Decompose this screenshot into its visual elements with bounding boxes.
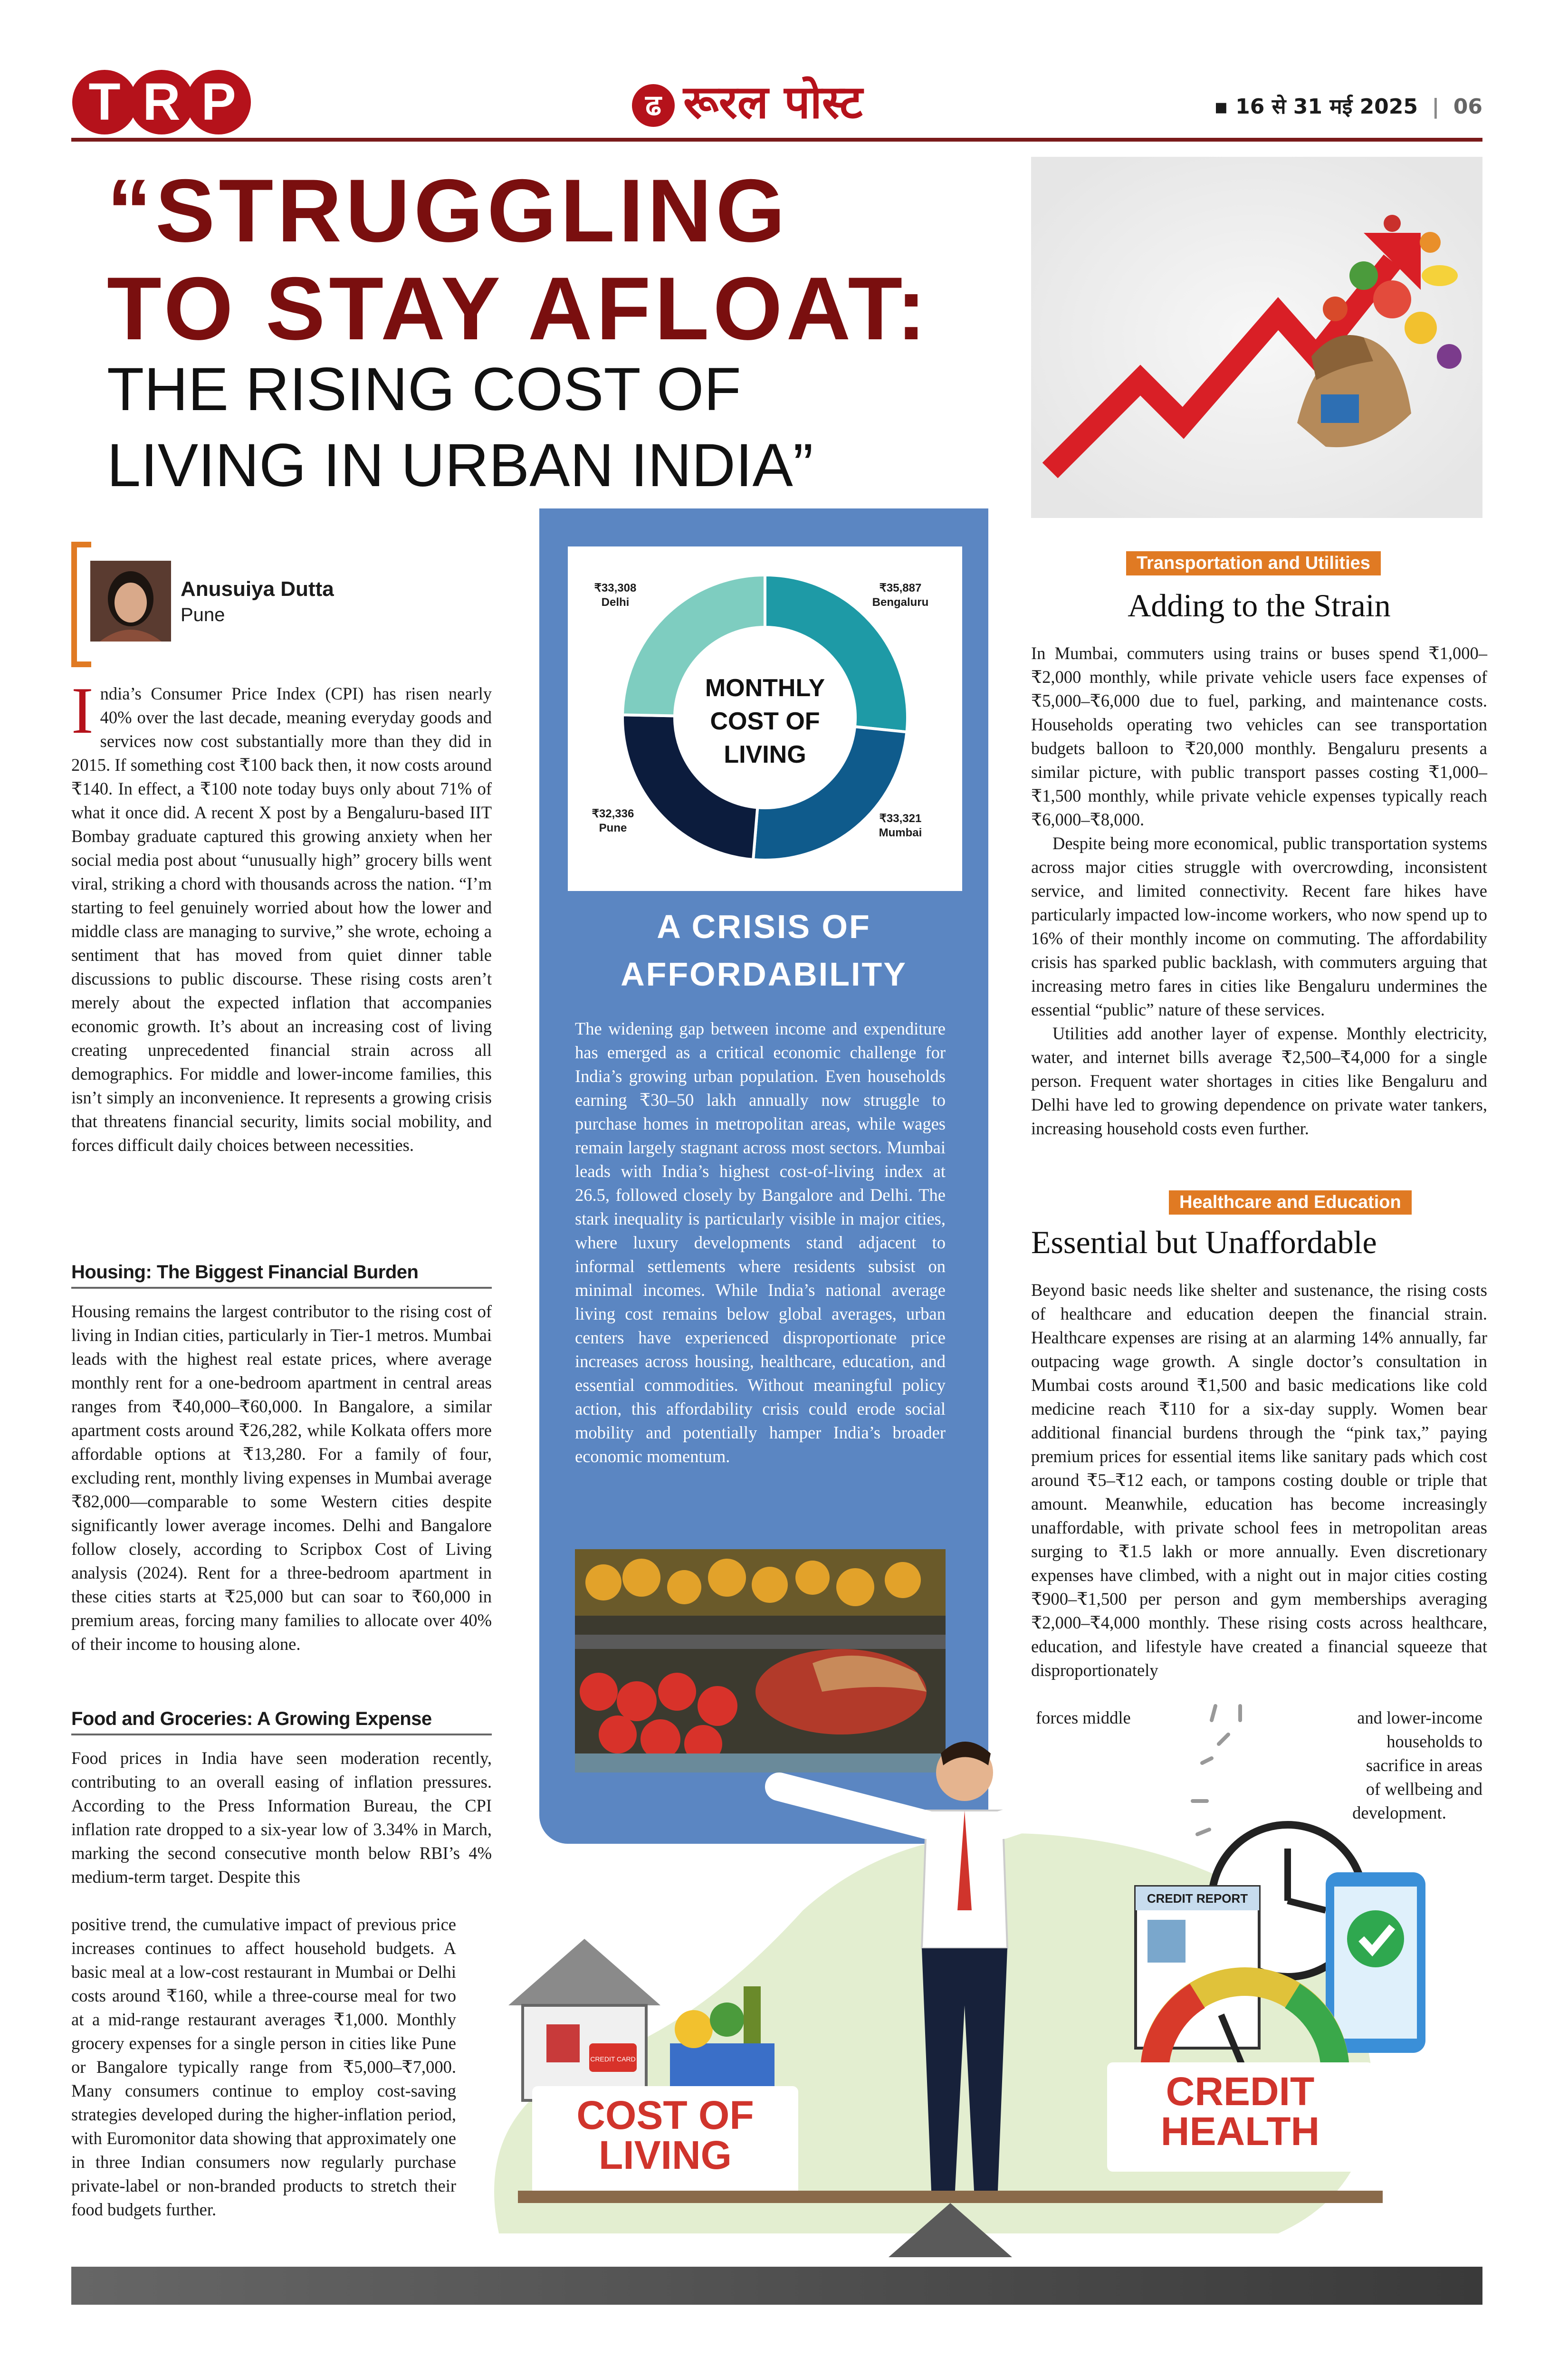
donut-city-label-bengaluru: Bengaluru <box>872 596 929 609</box>
donut-title-line-2: COST OF <box>710 708 820 735</box>
issue-info <box>1214 93 1482 121</box>
donut-value-label-bengaluru: ₹35,887 <box>879 582 922 594</box>
issue-separator: | <box>1432 95 1440 119</box>
crisis-title <box>546 903 981 998</box>
rising-prices-illustration <box>1031 157 1482 518</box>
health-tail-line-3: sacrifice in areas <box>1366 1755 1482 1775</box>
transport-tag-wrap <box>1126 551 1381 575</box>
food-text-full: Food prices in India have seen moderation recently, contributing to an overall easing of inflation pressures. According to the Press Information Bureau, the CPI inflation rate dropped to a six-year low of 3.34% in March, marking the second consecutive month below RBI’s 4% medium-term target. Despite this <box>71 1748 492 1887</box>
transport-paragraph-3: Utilities add another layer of expense. Monthly electricity, water, and internet bills average ₹2,500–₹4,000 for a single person. Frequent water shortages in cities like Bengaluru and Delhi have led to growing dependence on private water tankers, increasing household costs even further. <box>1031 1024 1487 1138</box>
header-rule <box>71 138 1482 142</box>
donut-value-label-mumbai: ₹33,321 <box>879 812 922 825</box>
headline-main <box>107 162 1010 357</box>
donut-city-label-pune: Pune <box>599 822 627 834</box>
crisis-title-line-1: A CRISIS OF <box>657 908 871 945</box>
donut-slice-pune <box>622 715 757 860</box>
cost-of-living-chart <box>568 546 962 891</box>
transport-paragraph-2: Despite being more economical, public transportation systems across major cities struggle with overcrowding, inconsistent service, and limited connectivity. Recent fare hikes have particularly impacted low-income workers, who now spend up to 16% of their monthly income on commuting. The affordability crisis has sparked public backlash, with commuters arguing that increasing metro fares in cities like Bengaluru undermines the essential “public” nature of these services. <box>1031 834 1487 1019</box>
footer-bar <box>71 2267 1482 2305</box>
food-text-narrow: positive trend, the cumulative impact of previous price increases continues to affect household budgets. A basic meal at a low-cost restaurant in Mumbai or Delhi costs around ₹160, while a three-course meal for two at a mid-range restaurant averages ₹1,000. Monthly grocery expenses for a single person in cities like Pune or Bangalore typically range from ₹5,000–₹7,000. Many consumers continue to employ cost-saving strategies developed during the higher-inflation period, with Euromonitor data showing that approximately one in three Indian consumers now regularly purchase private-label or non-branded products to stretch their food budgets further. <box>71 1915 456 2219</box>
transport-text <box>1031 642 1487 1140</box>
credit-report-label: CREDIT REPORT <box>1147 1891 1248 1906</box>
publication-brand <box>632 71 965 133</box>
brand-mark: ढ <box>632 84 675 127</box>
intro-paragraph <box>71 674 492 1157</box>
intro-text: ndia’s Consumer Price Index (CPI) has risen nearly 40% over the last decade, meaning everyday goods and services now cost substantially more than they did in 2015. If something cost ₹100 back then, it now costs around ₹140. In effect, a ₹100 note today buys only about 71% of what it once did. A recent X post by a Bengaluru-based IIT Bombay graduate captured this growing anxiety when her social media post about “unusually high” grocery bills went viral, striking a chord with thousands across the nation. “I’m starting to feel genuinely worried about how the lower and middle class are managing to survive,” she wrote, echoing a sentiment that has moved from quiet dinner table discussions to public discourse. These rising costs aren’t merely about the expected inflation that accompanies economic growth. It’s about an increasing cost of living creating unprecedented financial strain across all demographics. For middle and lower-income families, this isn’t simply an inconvenience. It represents a growing crisis that threatens financial security, limits social mobility, and forces difficult daily choices between necessities. <box>71 684 492 1155</box>
issue-bullet: ▪ <box>1214 95 1228 119</box>
headline-line-2: TO STAY AFLOAT: <box>107 259 930 358</box>
health-tail-line-5: development. <box>1352 1803 1446 1822</box>
donut-value-label-delhi: ₹33,308 <box>594 582 637 594</box>
food-heading: Food and Groceries: A Growing Expense <box>71 1708 492 1735</box>
health-tail-line-4: of wellbeing and <box>1366 1779 1482 1799</box>
donut-city-label-mumbai: Mumbai <box>879 826 922 839</box>
crisis-title-line-2: AFFORDABILITY <box>621 956 907 993</box>
author-avatar <box>90 561 171 642</box>
issue-date: 16 से 31 मई 2025 <box>1235 95 1418 119</box>
health-text: Beyond basic needs like shelter and sustenance, the rising costs of healthcare and education deepen the financial strain. Healthcare expenses are rising at an alarming 14% annually, far outpacing wage growth. A single doctor’s consultation in Mumbai costs around ₹1,500 and basic medications like cold medicine reach ₹110 for a six-day supply. Women bear additional financial burdens through the “pink tax,” paying premium prices for essential items like sanitary pads which cost around ₹5–₹12 each, or tampons costing double or triple that amount. Meanwhile, education has become increasingly unaffordable, with private school fees in metropolitan areas surging to ₹1.5 lakh or more annually. Even discretionary expenses have climbed, with a night out in major cities costing ₹900–₹1,500 per person and gym memberships averaging ₹2,000–₹4,000 monthly. These rising costs across healthcare, education, and lifestyle have created a financial squeeze that disproportionately <box>1031 1280 1487 1680</box>
donut-chart-svg <box>568 546 962 891</box>
housing-heading: Housing: The Biggest Financial Burden <box>71 1262 492 1289</box>
brand-name: रूरल पोस्ट <box>683 76 863 129</box>
transport-tag: Transportation and Utilities <box>1126 551 1381 575</box>
trp-logo <box>71 67 252 138</box>
headline-line-4: LIVING IN URBAN INDIA” <box>107 431 813 499</box>
donut-title-line-3: LIVING <box>724 741 806 768</box>
svg-text:P: P <box>201 73 236 131</box>
crisis-text: The widening gap between income and expenditure has emerged as a critical economic challenge for India’s growing urban population. Even households earning ₹30–50 lakh annually now struggle to purchase homes in metropolitan areas, while wages remain largely stagnant across most sectors. Mumbai leads with India’s highest cost-of-living index at 26.5, followed closely by Bangalore and Delhi. The stark inequality is particularly visible in major cities, where luxury developments stand adjacent to informal settlements where residents subsist on minimal incomes. While India’s national average living cost remains below global averages, urban centers have experienced disproportionate price increases across housing, healthcare, education, and essential commodities. Without meaningful policy action, this affordability crisis could erode social mobility and potentially hamper India’s broader economic momentum. <box>575 1019 946 1466</box>
svg-text:R: R <box>143 73 181 131</box>
byline-bracket <box>71 542 91 667</box>
health-tag: Healthcare and Education <box>1169 1190 1412 1215</box>
donut-value-label-pune: ₹32,336 <box>592 807 634 820</box>
transport-paragraph-1: In Mumbai, commuters using trains or buses spend ₹1,000–₹2,000 monthly, while private vehicle users face expenses of ₹5,000–₹6,000 due to fuel, parking, and maintenance costs. Households operating two vehicles can see transportation budgets balloon to ₹20,000 monthly. Bengaluru presents a similar picture, with public transport passes costing ₹1,000–₹1,500 monthly, while private vehicle expenses typically reach ₹6,000–₹8,000. <box>1031 643 1487 829</box>
transport-title: Adding to the Strain <box>1128 587 1391 623</box>
cost-of-living-label: COST OF LIVING <box>576 2093 754 2177</box>
credit-card-label: CREDIT CARD <box>590 2055 636 2063</box>
headline-sub <box>107 352 1010 504</box>
svg-text:T: T <box>88 73 121 131</box>
health-tag-wrap <box>1169 1190 1412 1215</box>
donut-city-label-delhi: Delhi <box>601 596 630 609</box>
author-name: Anusuiya Dutta <box>181 577 334 601</box>
health-tail-line-2: households to <box>1386 1732 1482 1751</box>
health-tail-line-1: and lower-income <box>1357 1708 1482 1727</box>
page-number: 06 <box>1453 95 1482 119</box>
headline-line-3: THE RISING COST OF <box>107 355 741 423</box>
author-city: Pune <box>181 604 225 625</box>
donut-title-line-1: MONTHLY <box>705 674 825 702</box>
health-title: Essential but Unaffordable <box>1031 1224 1377 1260</box>
credit-health-label: CREDIT HEALTH <box>1160 2069 1320 2154</box>
health-tail-left: forces middle <box>1036 1708 1131 1727</box>
drop-cap: I <box>71 674 94 747</box>
balance-illustration <box>470 1578 1482 2257</box>
housing-text: Housing remains the largest contributor to the rising cost of living in Indian cities, particularly in Tier-1 metros. Mumbai leads with the highest real estate prices, where average monthly rent for a one-bedroom apartment in central areas ranges from ₹40,000–₹60,000. In Bangalore, a similar apartment costs around ₹26,282, while Kolkata offers more affordable options at ₹13,280. For a family of four, excluding rent, monthly living expenses in Mumbai average ₹82,000—comparable to some Western cities despite significantly lower average incomes. Delhi and Bangalore follow closely, according to Scripbox Cost of Living analysis (2024). Rent for a three-bedroom apartment in these cities starts at ₹25,000 but can soar to ₹60,000 in premium areas, forcing many families to allocate over 40% of their income to housing alone. <box>71 1302 492 1654</box>
headline-line-1: “STRUGGLING <box>107 161 789 260</box>
